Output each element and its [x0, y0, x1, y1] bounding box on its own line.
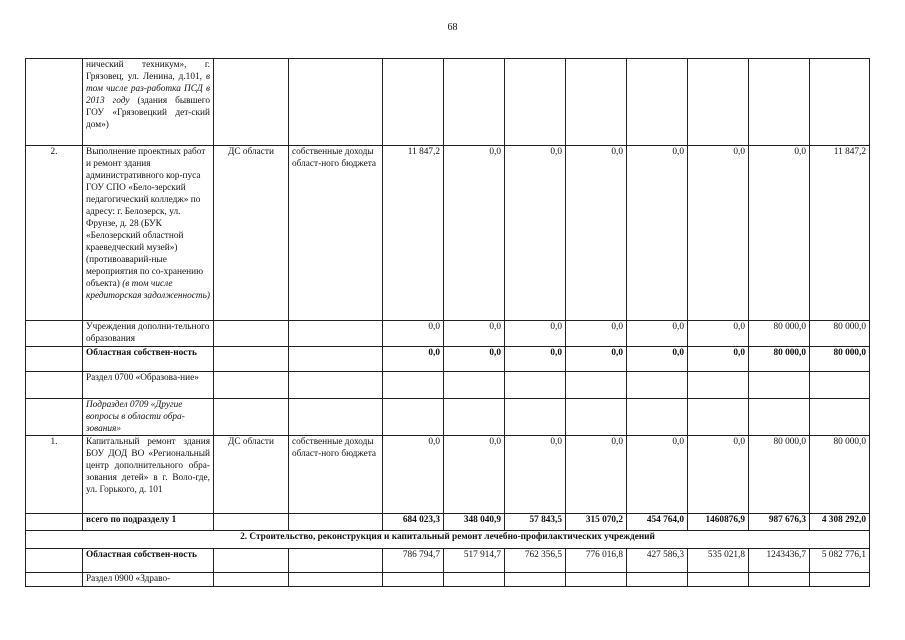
cell-value [383, 372, 444, 399]
table-row-item-1 [26, 436, 870, 514]
cell-value: 535 021,8 [688, 549, 749, 573]
cell-value: 776 016,8 [566, 549, 627, 573]
cell-value [566, 399, 627, 436]
cell-value [627, 372, 688, 399]
cell-value: 80 000,0 [749, 321, 810, 347]
cell-value [444, 59, 505, 146]
cell-value: 80 000,0 [810, 321, 870, 347]
cell-value [383, 59, 444, 146]
cell-value [505, 372, 566, 399]
cell-value: 0,0 [688, 146, 749, 321]
cell-value: 0,0 [566, 146, 627, 321]
cell-value: 0,0 [627, 146, 688, 321]
cell-name: всего по подразделу 1 [83, 514, 214, 531]
cell-value: 0,0 [505, 347, 566, 372]
cell-value: 80 000,0 [749, 347, 810, 372]
cell-value [688, 573, 749, 587]
cell-value: 454 764,0 [627, 514, 688, 531]
cell-value: 1243436,7 [749, 549, 810, 573]
cell-value: 1460876,9 [688, 514, 749, 531]
cell-source [289, 347, 383, 372]
cell-number [26, 399, 83, 436]
cell-value: 786 794,7 [383, 549, 444, 573]
section-heading: 2. Строительство, реконструкция и капитальный ремонт лечебно-профилактических учреждений [26, 531, 870, 549]
cell-value: 0,0 [505, 436, 566, 514]
cell-value: 0,0 [566, 347, 627, 372]
cell-number [26, 347, 83, 372]
cell-value [383, 399, 444, 436]
cell-name: Раздел 0900 «Здраво- [83, 573, 214, 587]
cell-source [289, 573, 383, 587]
table-row-additional-education [26, 321, 870, 347]
cell-name-italic: в том числе раз-работка ПСД в 2013 году [86, 72, 210, 106]
cell-value: 0,0 [505, 321, 566, 347]
cell-source: собственные доходы област-ного бюджета [289, 146, 383, 321]
cell-value [810, 399, 870, 436]
cell-number [26, 59, 83, 146]
cell-value: 762 356,5 [505, 549, 566, 573]
cell-source: собственные доходы област-ного бюджета [289, 436, 383, 514]
cell-value [505, 59, 566, 146]
cell-number [26, 514, 83, 531]
cell-number [26, 573, 83, 587]
cell-value: 0,0 [688, 321, 749, 347]
cell-value [444, 573, 505, 587]
cell-executor [214, 399, 289, 436]
table-row-regional-property [26, 347, 870, 372]
cell-value [566, 372, 627, 399]
cell-number [26, 372, 83, 399]
table-row-subtotal [26, 514, 870, 531]
cell-value [383, 573, 444, 587]
cell-source [289, 59, 383, 146]
cell-value: 4 308 292,0 [810, 514, 870, 531]
table-row-regional-property-total [26, 549, 870, 573]
cell-value: 517 914,7 [444, 549, 505, 573]
cell-name [83, 146, 214, 321]
cell-name [83, 59, 214, 146]
cell-value: 0,0 [688, 347, 749, 372]
cell-value: 0,0 [444, 321, 505, 347]
budget-table [25, 58, 870, 587]
cell-source [289, 399, 383, 436]
cell-value: 0,0 [688, 436, 749, 514]
cell-value: 0,0 [627, 436, 688, 514]
cell-value [505, 399, 566, 436]
cell-name-tail: (здания бывшего ГОУ «Грязовецкий дет-ский дом») [86, 96, 211, 130]
cell-source [289, 321, 383, 347]
cell-value [627, 59, 688, 146]
cell-value [749, 372, 810, 399]
cell-value [566, 59, 627, 146]
cell-name-italic: (в том числе кредиторская задолженность) [86, 279, 210, 301]
cell-value [627, 573, 688, 587]
cell-executor [214, 372, 289, 399]
cell-value: 0,0 [383, 436, 444, 514]
cell-source [289, 514, 383, 531]
cell-name: Подраздел 0709 «Другие вопросы в области обра-зования» [83, 399, 214, 436]
table-row-section-0900 [26, 573, 870, 587]
page-number: 68 [447, 22, 458, 33]
cell-value [444, 372, 505, 399]
cell-executor [214, 549, 289, 573]
cell-value: 0,0 [444, 347, 505, 372]
table-row-section-0700 [26, 372, 870, 399]
cell-name-text: нический техникум», г. Грязовец, ул. Ленина, д.101, [86, 60, 210, 82]
cell-value: 0,0 [627, 321, 688, 347]
cell-executor [214, 573, 289, 587]
cell-value: 11 847,2 [383, 146, 444, 321]
cell-value: 57 843,5 [505, 514, 566, 531]
cell-executor: ДС области [214, 436, 289, 514]
cell-source [289, 549, 383, 573]
cell-value: 0,0 [383, 347, 444, 372]
cell-executor [214, 514, 289, 531]
table-row-technikum-continuation [26, 59, 870, 146]
cell-value [688, 59, 749, 146]
cell-number [26, 321, 83, 347]
cell-value: 315 070,2 [566, 514, 627, 531]
cell-name: Учреждения дополни-тельного образования [83, 321, 214, 347]
cell-value: 0,0 [566, 321, 627, 347]
cell-value [810, 372, 870, 399]
cell-name: Капитальный ремонт здания БОУ ДОД ВО «Региональный центр дополнительного обра-зования детей» в г. Воло-где, ул. Горького, д. 101 [83, 436, 214, 514]
cell-value: 684 023,3 [383, 514, 444, 531]
cell-name: Областная собствен-ность [83, 549, 214, 573]
cell-value: 80 000,0 [749, 436, 810, 514]
cell-value [749, 573, 810, 587]
cell-value [749, 399, 810, 436]
cell-value [810, 573, 870, 587]
cell-value: 11 847,2 [810, 146, 870, 321]
cell-executor [214, 347, 289, 372]
cell-value: 0,0 [444, 146, 505, 321]
cell-value [444, 399, 505, 436]
table-row-section-heading [26, 531, 870, 549]
cell-value [566, 573, 627, 587]
cell-value: 80 000,0 [810, 347, 870, 372]
cell-value: 427 586,3 [627, 549, 688, 573]
cell-name: Раздел 0700 «Образова-ние» [83, 372, 214, 399]
cell-value [688, 399, 749, 436]
cell-value: 0,0 [505, 146, 566, 321]
cell-value: 80 000,0 [810, 436, 870, 514]
cell-number: 1. [26, 436, 83, 514]
cell-value [810, 59, 870, 146]
cell-name-text: Выполнение проектных работ и ремонт здания административного кор-пуса ГОУ СПО «Бело-зерский педагогический колледж» по адресу: г. Белозерск, ул. Фрунзе, д. 28 (БУК «Белозерский областной краеведческий музей») (противоаварий-ные мероприятия по со-хранению объекта) [86, 147, 206, 289]
cell-value: 0,0 [749, 146, 810, 321]
cell-value: 0,0 [444, 436, 505, 514]
cell-source [289, 372, 383, 399]
cell-executor [214, 59, 289, 146]
cell-value [627, 399, 688, 436]
cell-value: 0,0 [383, 321, 444, 347]
cell-value [688, 372, 749, 399]
cell-number: 2. [26, 146, 83, 321]
cell-executor: ДС области [214, 146, 289, 321]
table-row-subsection-0709 [26, 399, 870, 436]
cell-executor [214, 321, 289, 347]
cell-value: 5 082 776,1 [810, 549, 870, 573]
cell-number [26, 549, 83, 573]
cell-name: Областная собствен-ность [83, 347, 214, 372]
table-row-item-2 [26, 146, 870, 321]
cell-value [749, 59, 810, 146]
cell-value [505, 573, 566, 587]
cell-value: 348 040,9 [444, 514, 505, 531]
cell-value: 0,0 [627, 347, 688, 372]
cell-value: 0,0 [566, 436, 627, 514]
cell-value: 987 676,3 [749, 514, 810, 531]
